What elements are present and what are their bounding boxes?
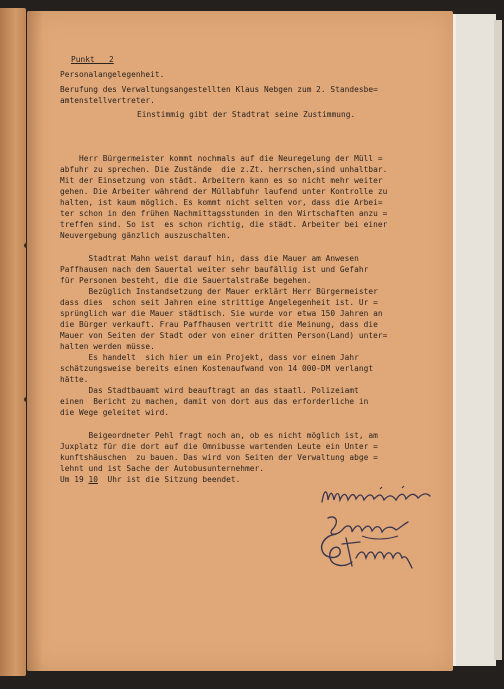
paragraph-line: sprünglich war die Mauer städtisch. Sie wurde vor etwa 150 Jahren an: [60, 309, 383, 318]
paragraph-line: einen Bericht zu machen, damit von dort aus das erforderliche in: [60, 397, 369, 406]
paragraph-line: Paffhausen nach dem Sauertal weiter sehr baufällig ist und Gefahr: [60, 265, 369, 274]
paragraph-line: halten werden müsse.: [60, 342, 155, 351]
paragraph-line: Juxplatz für die dort auf die Omnibusse wartenden Leute ein Unter =: [60, 442, 378, 451]
page-stack-edge: [494, 20, 502, 660]
paragraph-line: die Wege geleitet wird.: [60, 408, 170, 417]
paragraph-line: Das Stadtbauamt wird beauftragt an das staatl. Polizeiamt: [60, 386, 359, 395]
closing-minute: 10: [88, 475, 98, 484]
paragraph-line: Mit der Einsetzung von städt. Arbeitern kann es so nicht mehr weiter: [60, 176, 383, 185]
agenda-subject-line: amtenstellvertreter.: [60, 96, 155, 105]
decision-text: Einstimmig gibt der Stadtrat seine Zustimmung.: [137, 110, 356, 119]
paragraph-line: die Bürger verkauft. Frau Paffhausen vertritt die Meinung, dass die: [60, 320, 378, 329]
page-binding-shadow: [27, 11, 43, 671]
paragraph-line: Mauer von Seiten der Stadt oder von einer dritten Person(Land) unter=: [60, 331, 388, 340]
signature-scribble-1: [318, 480, 438, 510]
paragraph-line: Bezüglich Instandsetzung der Mauer erklärt Herr Bürgermeister: [60, 287, 378, 296]
paragraph-line: Herr Bürgermeister kommt nochmals auf die Neuregelung der Müll =: [60, 154, 383, 163]
agenda-item-number: Punkt 2: [71, 55, 114, 64]
paragraph-line: Beigeordneter Pehl fragt noch an, ob es nicht möglich ist, am: [60, 431, 378, 440]
paragraph-line: Neuvergebung gänzlich auszuschalten.: [60, 231, 231, 240]
paragraph-line: ter schon in den frühen Nachmittagsstunden in den Wirtschaften anzu =: [60, 209, 388, 218]
paragraph-line: dass dies schon seit Jahren eine strittige Angelegenheit ist. Ur =: [60, 298, 378, 307]
closing-prefix: Um: [60, 475, 75, 484]
paragraph-line: halten, ist kaum möglich. Es kommt nicht selten vor, dass die Arbei=: [60, 198, 383, 207]
paragraph-line: abfuhr zu sprechen. Die Zustände die z.Zt. herrschen,sind unhaltbar.: [60, 165, 388, 174]
paragraph-line: gehen. Die Arbeiter während der Müllabfuhr laufend unter Kontrolle zu: [60, 187, 388, 196]
signature-scribble-3: [316, 528, 416, 572]
agenda-topic: Personalangelegenheit.: [60, 70, 165, 79]
paragraph-line: Es handelt sich hier um ein Projekt, dass vor einem Jahr: [60, 353, 359, 362]
paragraph-line: für Personen besteht, die die Sauertalstraße begehen.: [60, 276, 312, 285]
paragraph-line: schätzungsweise bereits einen Kostenaufwand von 14 000-DM verlangt: [60, 364, 374, 373]
paragraph-line: treffen sind. So ist es schon richtig, die städt. Arbeiter bei einer: [60, 220, 388, 229]
agenda-subject-line: Berufung des Verwaltungsangestellten Klaus Nebgen zum 2. Standesbe=: [60, 85, 378, 94]
closing-suffix: Uhr ist die Sitzung beendet.: [97, 475, 241, 484]
paragraph-line: Stadtrat Mahn weist darauf hin, dass die Mauer am Anwesen: [60, 254, 359, 263]
paragraph-line: kunftshäuschen zu bauen. Das wird von Seiten der Verwaltung abge =: [60, 453, 378, 462]
page-stack-edge: [456, 14, 496, 666]
closing-hour: 19: [74, 475, 84, 484]
paragraph-line: hätte.: [60, 375, 89, 384]
paragraph-line: lehnt und ist Sache der Autobusunternehmer.: [60, 464, 264, 473]
previous-page-edge: [0, 8, 26, 676]
closing-line: [60, 474, 240, 485]
